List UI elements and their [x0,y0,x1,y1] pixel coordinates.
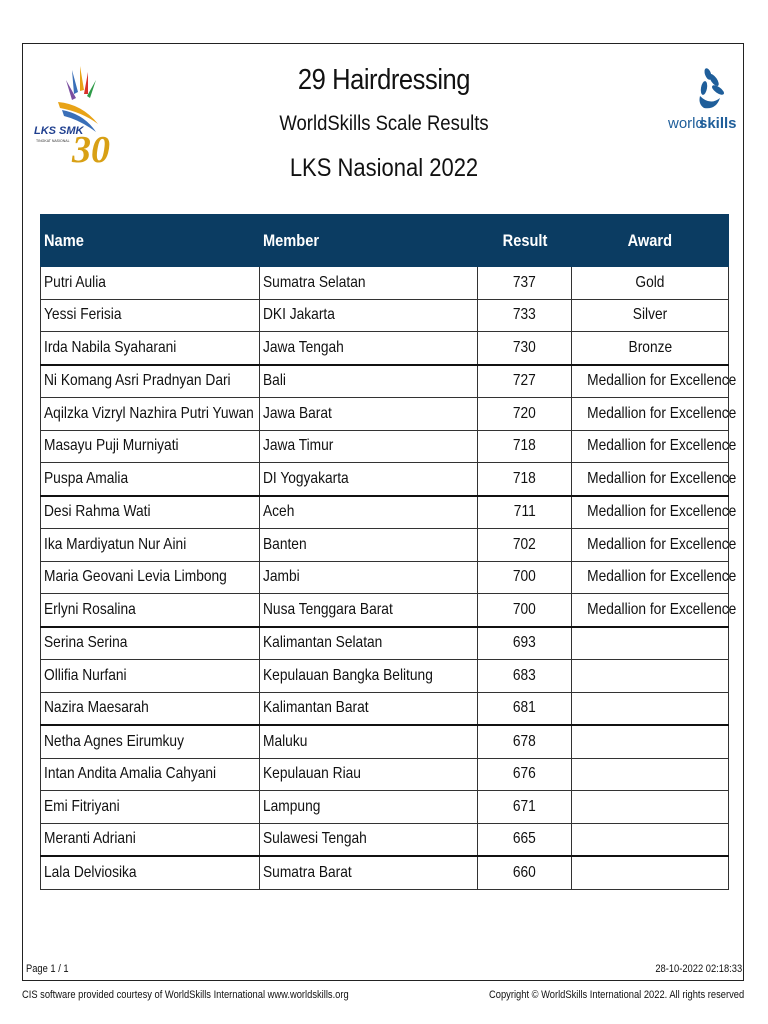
cell-result: 737 [478,267,572,300]
cell-result: 702 [478,529,572,562]
cell-name: Puspa Amalia [41,463,260,496]
cell-member: Nusa Tenggara Barat [260,594,478,627]
table-row [41,758,729,791]
cell-name: Irda Nabila Syaharani [41,332,260,365]
cell-result: 718 [478,430,572,463]
cell-award: Medallion for Excellence [572,561,729,594]
courtesy-note: CIS software provided courtesy of WorldSkills International www.worldskills.org [22,989,349,1001]
cell-name: Meranti Adriani [41,823,260,856]
worldskills-logo-text-a: world [668,115,704,132]
cell-member: Kepulauan Riau [260,758,478,791]
cell-member: Kalimantan Barat [260,692,478,725]
table-row [41,791,729,824]
printed-timestamp: 28-10-2022 02:18:33 [655,963,742,975]
table-row [41,332,729,365]
column-header-member: Member [260,215,478,267]
table-header-row [41,215,729,267]
cell-award [572,758,729,791]
cell-award [572,856,729,889]
table-row [41,267,729,300]
cell-result: 681 [478,692,572,725]
cell-member: Kepulauan Bangka Belitung [260,660,478,693]
table-row [41,365,729,398]
copyright-note: Copyright © WorldSkills International 2022. All rights reserved [488,989,744,1001]
table-row [41,856,729,889]
report-subtitle: WorldSkills Scale Results [279,112,489,135]
table-row [41,463,729,496]
cell-name: Emi Fitriyani [41,791,260,824]
cell-result: 730 [478,332,572,365]
cell-award: Medallion for Excellence [572,430,729,463]
cell-name: Intan Andita Amalia Cahyani [41,758,260,791]
cell-result: 733 [478,299,572,332]
cell-name: Maria Geovani Levia Limbong [41,561,260,594]
page-number: Page 1 / 1 [26,963,69,975]
cell-member: Maluku [260,725,478,758]
cell-name: Putri Aulia [41,267,260,300]
cell-name: Netha Agnes Eirumkuy [41,725,260,758]
lks-logo-text: LKS SMK [34,125,84,137]
table-row [41,561,729,594]
event-title: LKS Nasional 2022 [289,154,479,182]
table-row [41,529,729,562]
cell-member: Jawa Tengah [260,332,478,365]
cell-member: Bali [260,365,478,398]
cell-result: 665 [478,823,572,856]
cell-award: Medallion for Excellence [572,496,729,529]
cell-member: Jambi [260,561,478,594]
cell-result: 711 [478,496,572,529]
cell-name: Ollifia Nurfani [41,660,260,693]
table-row [41,725,729,758]
cell-award [572,692,729,725]
cell-result: 693 [478,627,572,660]
skill-title: 29 Hairdressing [297,64,471,96]
cell-name: Serina Serina [41,627,260,660]
cell-award: Gold [572,267,729,300]
cell-name: Desi Rahma Wati [41,496,260,529]
cell-result: 718 [478,463,572,496]
cell-name: Nazira Maesarah [41,692,260,725]
cell-result: 678 [478,725,572,758]
table-row [41,496,729,529]
table-row [41,692,729,725]
cell-result: 676 [478,758,572,791]
cell-result: 671 [478,791,572,824]
table-row [41,430,729,463]
cell-name: Yessi Ferisia [41,299,260,332]
lks-logo-number: 30 [72,129,110,171]
cell-award [572,660,729,693]
cell-member: Aceh [260,496,478,529]
table-row [41,299,729,332]
cell-result: 700 [478,594,572,627]
cell-name: Lala Delviosika [41,856,260,889]
cell-member: Jawa Timur [260,430,478,463]
cell-name: Erlyni Rosalina [41,594,260,627]
cell-name: Ni Komang Asri Pradnyan Dari [41,365,260,398]
column-header-award: Award [572,215,729,267]
cell-award [572,725,729,758]
table-row [41,627,729,660]
cell-award: Medallion for Excellence [572,463,729,496]
cell-name: Aqilzka Vizryl Nazhira Putri Yuwan [41,398,260,431]
cell-award [572,823,729,856]
cell-member: Sulawesi Tengah [260,823,478,856]
column-header-result: Result [478,215,572,267]
cell-award: Medallion for Excellence [572,594,729,627]
cell-member: Kalimantan Selatan [260,627,478,660]
table-row [41,660,729,693]
cell-result: 727 [478,365,572,398]
cell-name: Masayu Puji Murniyati [41,430,260,463]
results-table [40,214,737,890]
lks-logo-caption: TINGKAT NASIONAL [36,139,70,143]
cell-award [572,791,729,824]
cell-member: DKI Jakarta [260,299,478,332]
table-row [41,398,729,431]
column-header-name: Name [41,215,260,267]
cell-award: Bronze [572,332,729,365]
cell-result: 683 [478,660,572,693]
table-row [41,823,729,856]
cell-member: DI Yogyakarta [260,463,478,496]
cell-award: Medallion for Excellence [572,398,729,431]
worldskills-logo-text-b: skills [699,115,737,132]
cell-result: 720 [478,398,572,431]
cell-result: 700 [478,561,572,594]
cell-award: Medallion for Excellence [572,365,729,398]
cell-member: Sumatra Selatan [260,267,478,300]
table-row [41,594,729,627]
cell-member: Banten [260,529,478,562]
cell-name: Ika Mardiyatun Nur Aini [41,529,260,562]
cell-member: Lampung [260,791,478,824]
cell-member: Jawa Barat [260,398,478,431]
cell-award [572,627,729,660]
cell-member: Sumatra Barat [260,856,478,889]
cell-award: Medallion for Excellence [572,529,729,562]
cell-award: Silver [572,299,729,332]
cell-result: 660 [478,856,572,889]
